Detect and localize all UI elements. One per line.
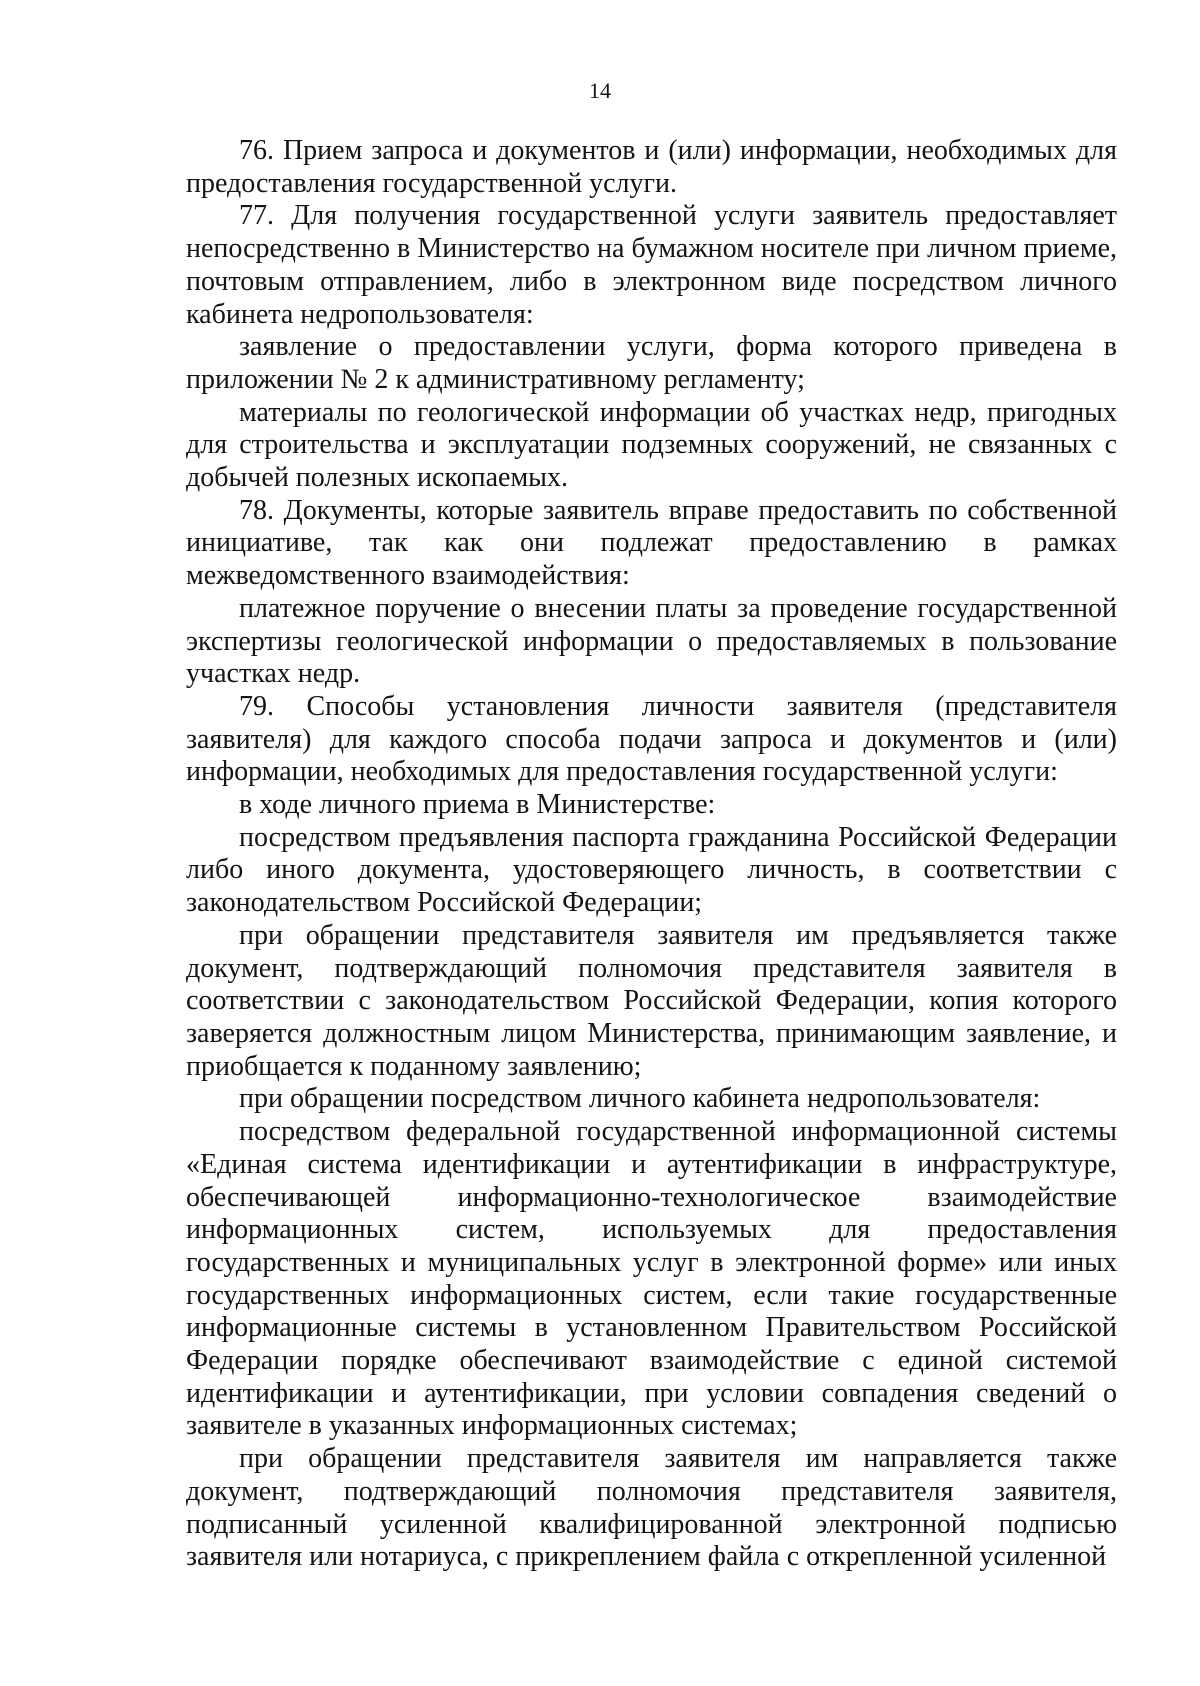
paragraph-78: 78. Документы, которые заявитель вправе предоставить по собственной инициативе, так как они подлежат предоставлению в рамках межведомственного взаимодействия: [186, 494, 1117, 592]
list-item-geological-materials: материалы по геологической информации об участках недр, пригодных для строительства и эксплуатации подземных сооружений, не связанных с добычей полезных ископаемых. [186, 396, 1117, 494]
list-item-application: заявление о предоставлении услуги, форма которого приведена в приложении № 2 к административному регламенту; [186, 331, 1117, 395]
list-item-esia: посредством федеральной государственной информационной системы «Единая система идентификации и аутентификации в инфраструктуре, обеспечивающей информационно-технологическое взаимодействие информационных систем, используемых для предоставления государственных и муниципальных услуг в электронной форме» или иных государственных информационных систем, если такие государственные информационные системы в установленном Правительством Российской Федерации порядке обеспечивают взаимодействие с единой системой идентификации и аутентификации, при условии совпадения сведений о заявителе в указанных информационных системах; [186, 1116, 1117, 1442]
document-body [186, 135, 1117, 1574]
paragraph-77: 77. Для получения государственной услуги заявитель предоставляет непосредственно в Министерство на бумажном носителе при личном приеме, почтовым отправлением, либо в электронном виде посредством личного кабинета недропользователя: [186, 200, 1117, 330]
page-number: 14 [589, 78, 611, 103]
list-item-passport: посредством предъявления паспорта гражданина Российской Федерации либо иного документа, удостоверяющего личность, в соответствии с законодательством Российской Федерации; [186, 821, 1117, 919]
subheading-personal-reception: в ходе личного приема в Министерстве: [239, 789, 716, 821]
list-item-representative-online: при обращении представителя заявителя им направляется также документ, подтверждающий полномочия представителя заявителя, подписанный усиленной квалифицированной электронной подписью заявителя или нотариуса, с прикреплением файла с открепленной усиленной [186, 1443, 1117, 1573]
list-item-payment-order: платежное поручение о внесении платы за проведение государственной экспертизы геологической информации о предоставляемых в пользование участках недр. [186, 592, 1117, 690]
subheading-personal-account: при обращении посредством личного кабинета недропользователя: [239, 1083, 1041, 1115]
paragraph-79: 79. Способы установления личности заявителя (представителя заявителя) для каждого способа подачи запроса и документов и (или) информации, необходимых для предоставления государственной услуги: [186, 690, 1117, 788]
list-item-representative-in-person: при обращении представителя заявителя им предъявляется также документ, подтверждающий полномочия представителя заявителя в соответствии с законодательством Российской Федерации, копия которого заверяется должностным лицом Министерства, принимающим заявление, и приобщается к поданному заявлению; [186, 919, 1117, 1082]
paragraph-76: 76. Прием запроса и документов и (или) информации, необходимых для предоставления государственной услуги. [186, 135, 1117, 199]
